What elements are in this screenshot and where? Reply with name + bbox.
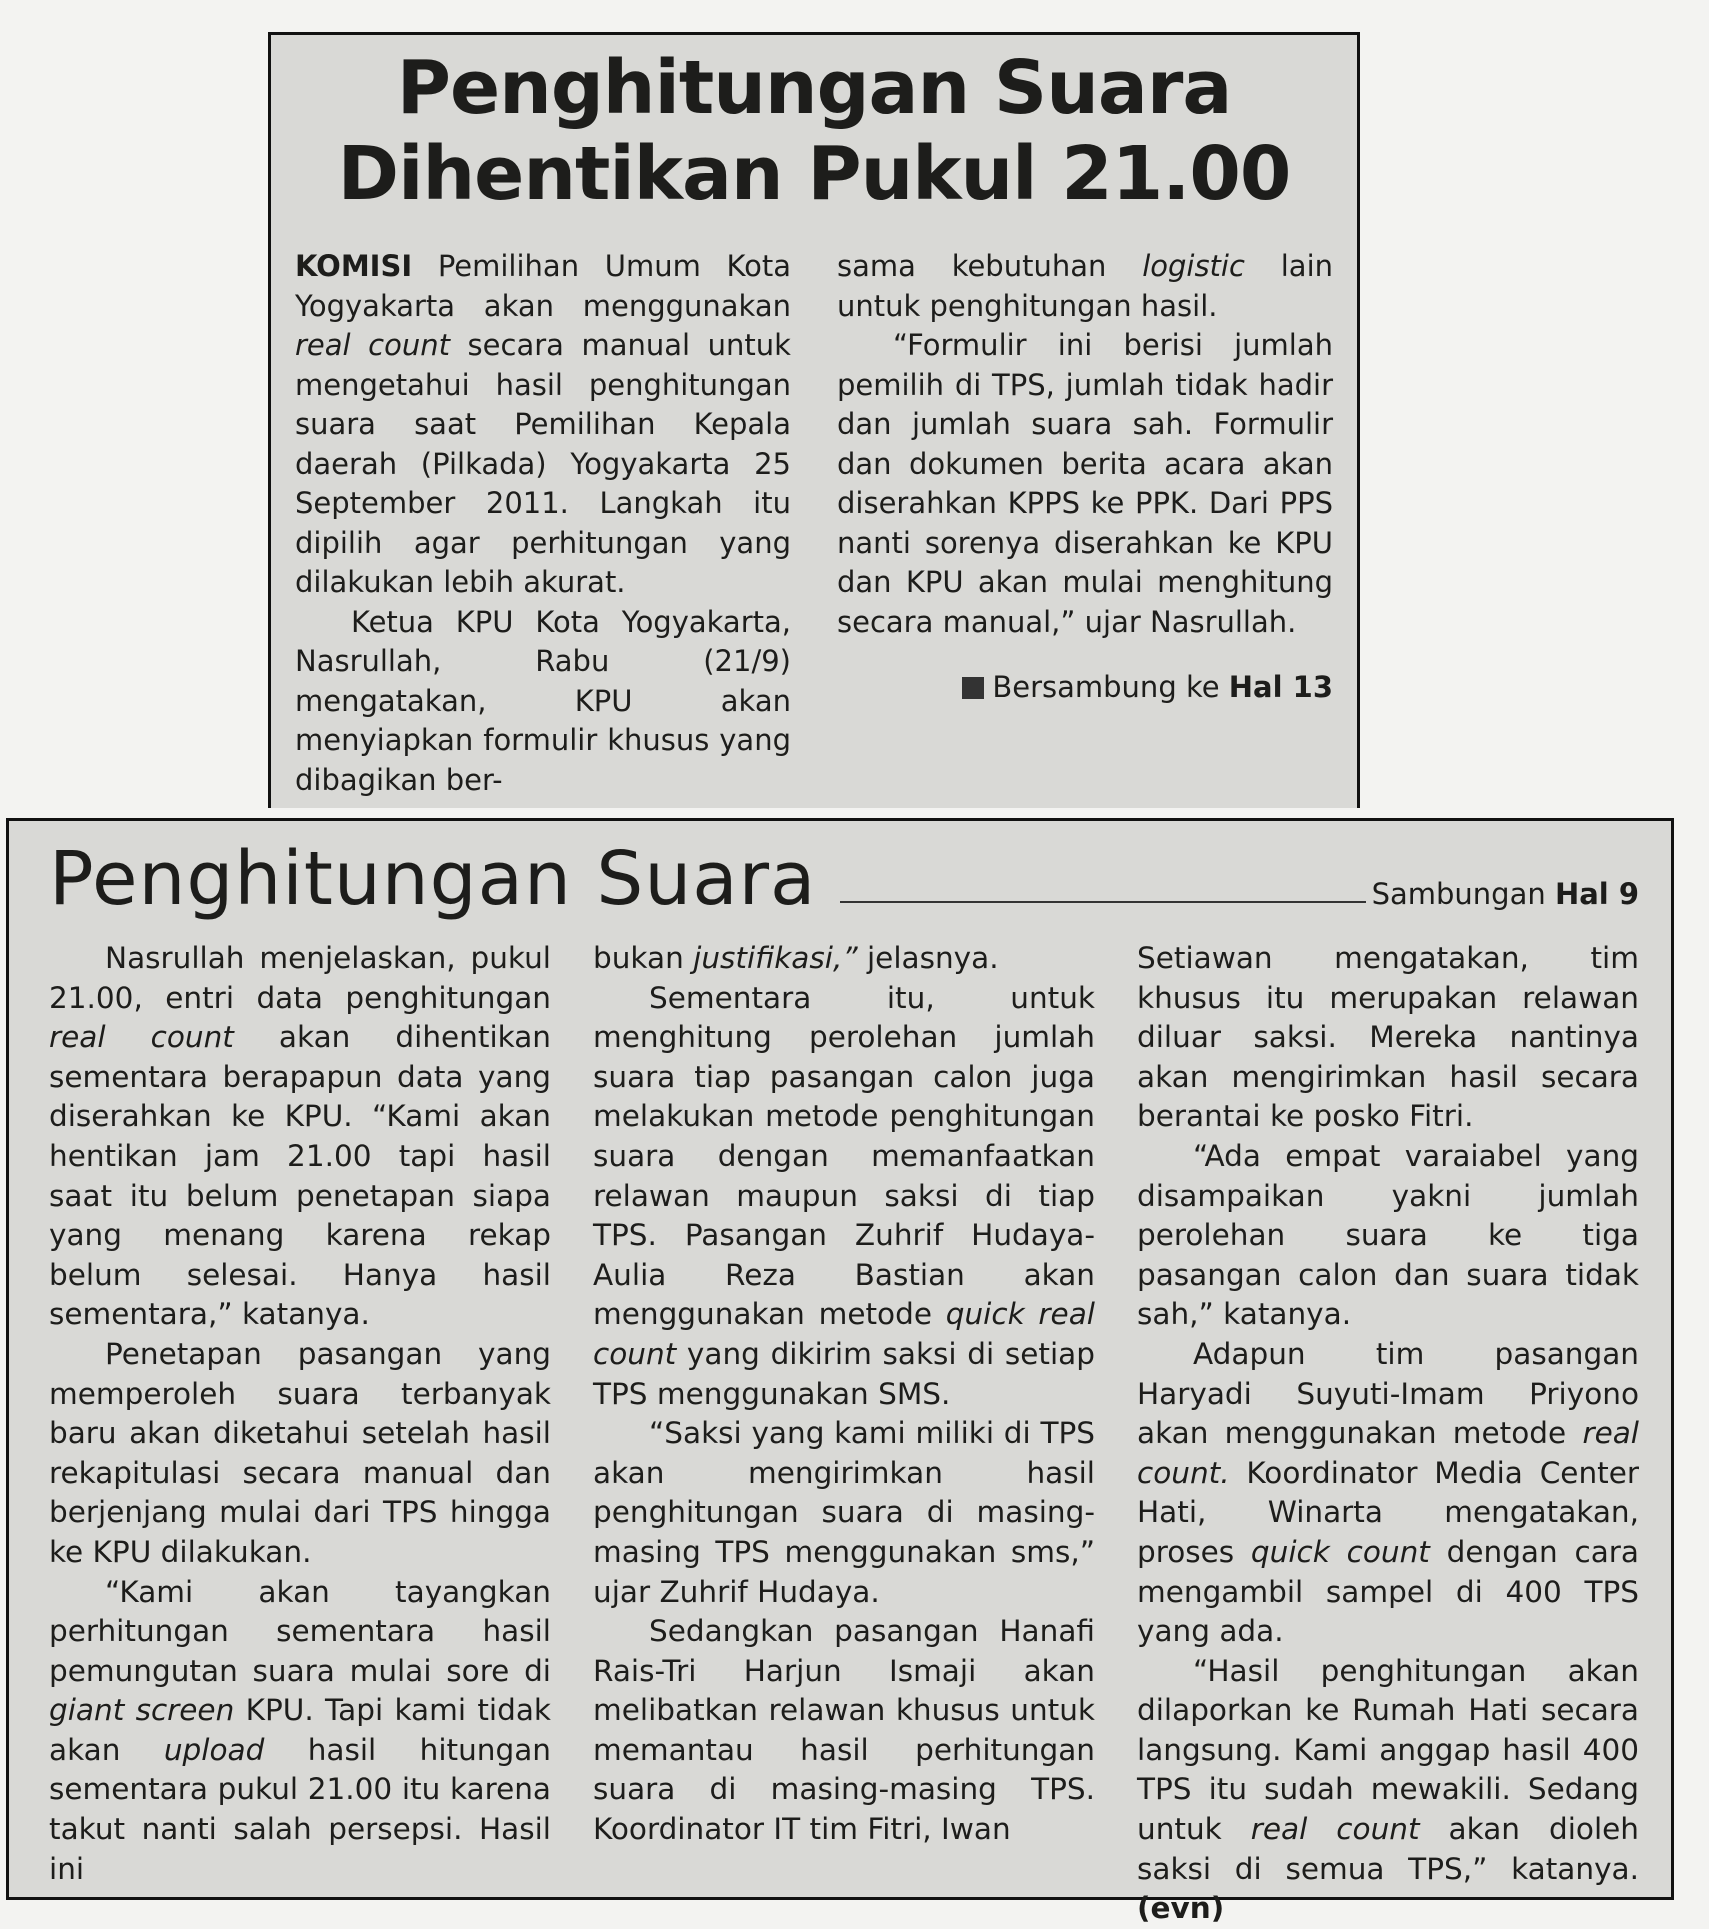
continuation-page: Hal 9	[1554, 877, 1639, 911]
italic-term: real count	[295, 328, 450, 362]
header-rule	[840, 901, 1365, 903]
lead-word: KOMISI	[295, 249, 413, 283]
bottom-column-2	[593, 939, 1095, 1929]
bottom-column-3	[1137, 939, 1639, 1929]
bottom-col3-paragraph-4	[1137, 1652, 1639, 1929]
text-run: akan dioleh saksi di semua TPS,” katanya.	[1137, 1812, 1639, 1886]
bottom-col2-paragraph-3: “Saksi yang kami miliki di TPS akan mengirimkan hasil penghitungan suara di masing-masing TPS menggunakan sms,” ujar Zuhrif Hudaya.	[593, 1416, 1095, 1609]
top-col1-paragraph-1	[295, 247, 791, 603]
top-article-columns	[295, 247, 1333, 800]
top-article-clipping	[268, 32, 1360, 808]
italic-term: logistic	[1142, 249, 1245, 283]
bottom-article-clipping	[6, 818, 1674, 1926]
byline: (evn)	[1137, 1891, 1225, 1926]
italic-term: upload	[163, 1732, 265, 1767]
text-run: Sementara itu, untuk menghitung perolehan jumlah suara tiap pasangan calon juga melakukan metode penghitungan suara dengan memanfaatkan relawan maupun saksi di tiap TPS. Pasangan Zuhrif Hudaya-Aulia Reza Bastian akan menggunakan metode	[593, 980, 1095, 1332]
top-headline-line1: Penghitungan Suara	[396, 45, 1232, 131]
text-run: Pemilihan Umum Kota Yogyakarta akan menggunakan	[295, 249, 791, 323]
text-run: “Hasil penghitungan akan dilaporkan ke Rumah Hati secara langsung. Kami anggap hasil 400 TPS itu sudah mewakili. Sedang untuk	[1137, 1653, 1639, 1847]
text-run: yang dikirim saksi di setiap TPS menggunakan SMS.	[593, 1336, 1095, 1411]
bottom-header	[49, 837, 1639, 921]
continuation-note	[1372, 877, 1639, 911]
bottom-headline: Penghitungan Suara	[49, 836, 817, 922]
text-run: bukan	[593, 941, 694, 975]
italic-term: real count	[1250, 1812, 1420, 1847]
italic-term: justifikasi,”	[693, 941, 858, 975]
italic-term: giant screen	[49, 1693, 235, 1728]
bottom-col1-paragraph-3	[49, 1573, 551, 1890]
text-run: Adapun tim pasangan Haryadi Suyuti-Imam Priyono akan menggunakan metode	[1137, 1336, 1639, 1451]
top-col2-paragraph-1	[837, 247, 1333, 326]
text-run: akan dihentikan sementara berapapun data yang diserahkan ke KPU. “Kami akan hentikan jam 21.00 tapi hasil saat itu belum penetapan siapa yang menang karena rekap belum selesai. Hanya hasil sementara,” katanya.	[49, 1020, 551, 1332]
bottom-col2-paragraph-1	[593, 939, 1095, 979]
top-col1-paragraph-2: Ketua KPU Kota Yogyakarta, Nasrullah, Rabu (21/9) mengatakan, KPU akan menyiapkan formulir khusus yang dibagikan ber-	[295, 604, 791, 797]
italic-term: quick real count	[593, 1297, 1095, 1371]
bottom-col3-paragraph-3	[1137, 1335, 1639, 1652]
italic-term: real count	[49, 1020, 234, 1055]
text-run: Koordinator Media Center Hati, Winarta mengatakan, proses	[1137, 1455, 1639, 1569]
continued-note	[837, 668, 1333, 708]
text-run: jelasnya.	[857, 941, 999, 975]
text-run: lain untuk penghitungan hasil.	[837, 249, 1334, 323]
continuation-text: Sambungan	[1371, 877, 1555, 911]
text-run: dengan cara mengambil sampel di 400 TPS yang ada.	[1137, 1534, 1639, 1649]
bottom-article-columns	[49, 939, 1639, 1929]
bottom-col1-paragraph-2: Penetapan pasangan yang memperoleh suara terbanyak baru akan diketahui setelah hasil rekapitulasi secara manual dan berjenjang mulai dari TPS hingga ke KPU dilakukan.	[49, 1336, 551, 1569]
bottom-col3-paragraph-2: “Ada empat varaiabel yang disampaikan yakni jumlah perolehan suara ke tiga pasangan calon dan suara tidak sah,” katanya.	[1137, 1138, 1639, 1332]
text-run: secara manual untuk mengetahui hasil penghitungan suara saat Pemilihan Kepala daerah (Pilkada) Yogyakarta 25 September 2011. Langkah itu dipilih agar perhitungan yang dilakukan lebih akurat.	[295, 328, 791, 599]
bottom-col1-paragraph-1	[49, 939, 551, 1335]
italic-term: real count.	[1137, 1416, 1639, 1490]
italic-term: quick count	[1250, 1534, 1430, 1569]
bottom-col2-paragraph-2	[593, 979, 1095, 1415]
continued-text: Bersambung ke	[992, 670, 1229, 704]
top-headline-line2: Dihentikan Pukul 21.00	[337, 131, 1291, 217]
text-run: hasil hitungan sementara pukul 21.00 itu karena takut nanti salah persepsi. Hasil ini	[49, 1732, 551, 1886]
top-column-1	[295, 247, 791, 800]
bottom-column-1	[49, 939, 551, 1929]
top-column-2	[837, 247, 1333, 800]
top-headline	[295, 45, 1333, 217]
bottom-col2-paragraph-4: Sedangkan pasangan Hanafi Rais-Tri Harjun Ismaji akan melibatkan relawan khusus untuk memantau hasil perhitungan suara di masing-masing TPS. Koordinator IT tim Fitri, Iwan	[593, 1614, 1095, 1847]
bottom-col3-paragraph-1: Setiawan mengatakan, tim khusus itu merupakan relawan diluar saksi. Mereka nantinya akan mengirimkan hasil secara berantai ke posko Fitri.	[1137, 941, 1639, 1134]
top-col2-paragraph-2: “Formulir ini berisi jumlah pemilih di TPS, jumlah tidak hadir dan jumlah suara sah. Formulir dan dokumen berita acara akan diserahkan KPPS ke PPK. Dari PPS nanti sorenya diserahkan ke KPU dan KPU akan mulai menghitung secara manual,” ujar Nasrullah.	[837, 328, 1333, 639]
square-bullet-icon	[962, 677, 984, 699]
continued-page: Hal 13	[1228, 670, 1333, 704]
text-run: “Kami akan tayangkan perhitungan sementara hasil pemungutan suara mulai sore di	[49, 1574, 551, 1688]
text-run: KPU. Tapi kami tidak akan	[49, 1693, 551, 1767]
text-run: sama kebutuhan	[837, 249, 1143, 283]
text-run: Nasrullah menjelaskan, pukul 21.00, entri data penghitungan	[49, 941, 551, 1015]
